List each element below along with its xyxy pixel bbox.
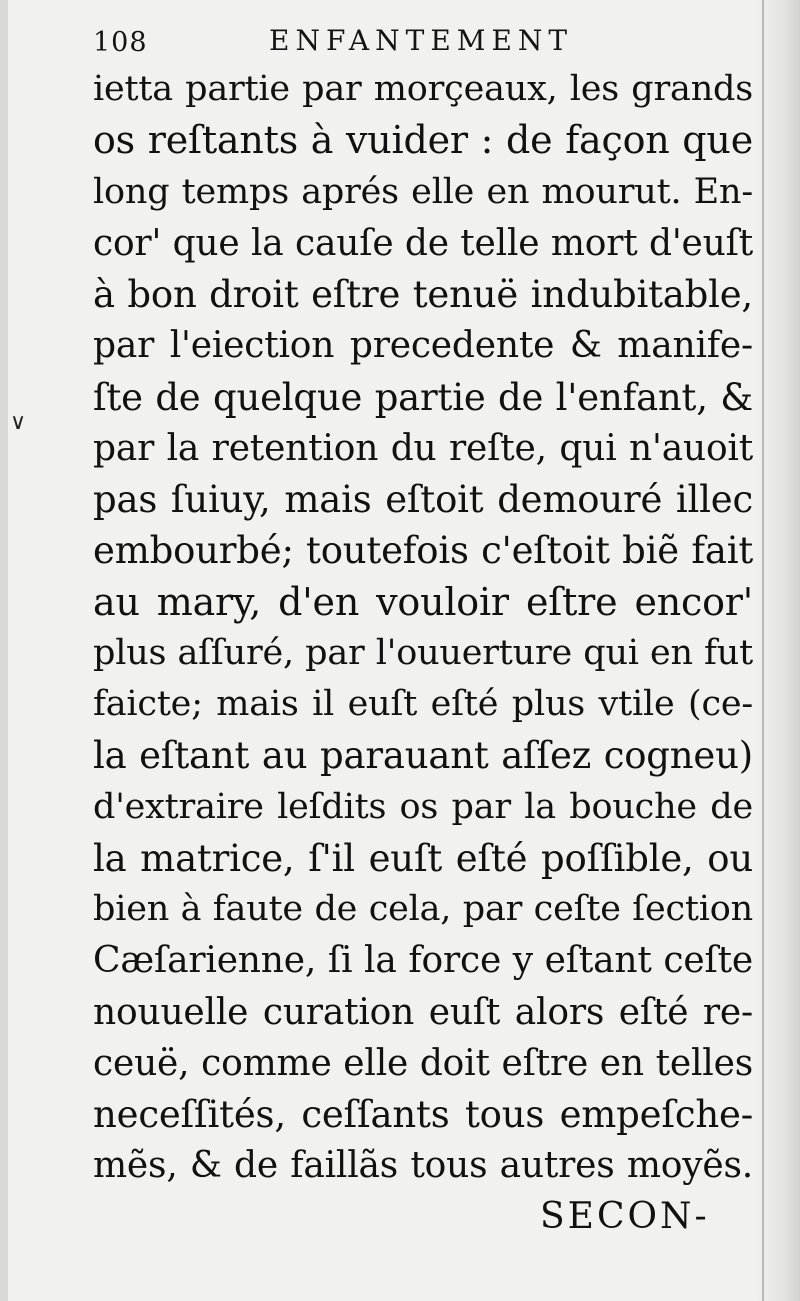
text-line: à bon droit eſtre tenuë indubitable, — [93, 273, 753, 316]
page-number: 108 — [93, 27, 148, 58]
running-header — [93, 18, 753, 62]
text-line: faicte; mais il euſt eſté plus vtile (ce- — [93, 684, 753, 724]
text-line: la eſtant au parauant aſſez cogneu) — [93, 734, 753, 778]
text-line: au mary, d'en vouloir eſtre encor' — [93, 579, 753, 624]
body-text — [93, 64, 753, 1192]
text-line: bien à faute de cela, par ceſte ſection — [93, 889, 753, 929]
margin-mark: ∨ — [10, 410, 27, 435]
text-line: plus aſſuré, par l'ouuerture qui en fut — [93, 632, 753, 673]
text-line: neceſſités, ceſſants tous empeſche- — [93, 1093, 753, 1136]
text-line: os reſtants à vuider : de façon que — [93, 118, 753, 163]
catchword: SECON- — [540, 1196, 710, 1237]
text-line: mẽs, & de faillãs tous autres moyẽs. — [93, 1145, 753, 1187]
text-line: long temps aprés elle en mourut. En- — [93, 171, 753, 212]
text-line: nouuelle curation euſt alors eſté re- — [93, 991, 753, 1033]
text-line: cor' que la cauſe de telle mort d'euſt — [93, 222, 753, 264]
text-line: par l'eiection precedente & manife- — [93, 325, 753, 367]
text-line: d'extraire leſdits os par la bouche de — [93, 786, 753, 827]
text-line: ceuë, comme elle doit eſtre en telles — [93, 1042, 753, 1084]
page-gutter-shadow — [0, 0, 8, 1301]
text-line: ſte de quelque partie de l'enfant, & — [93, 375, 753, 419]
text-line: par la retention du reſte, qui n'auoit — [93, 427, 753, 469]
running-title: ENFANTEMENT — [269, 24, 574, 57]
text-line: embourbé; toutefois c'eſtoit biẽ fait — [93, 529, 753, 573]
text-line: pas ſuiuy, mais eſtoit demouré illec — [93, 478, 753, 521]
text-line: la matrice, ſ'il euſt eſté poſſible, ou — [93, 836, 753, 880]
text-line: ietta partie par morçeaux, les grands — [93, 69, 753, 109]
margin-rule — [762, 0, 764, 1301]
text-line: Cæſarienne, ſi la force y eſtant ceſte — [93, 940, 753, 982]
